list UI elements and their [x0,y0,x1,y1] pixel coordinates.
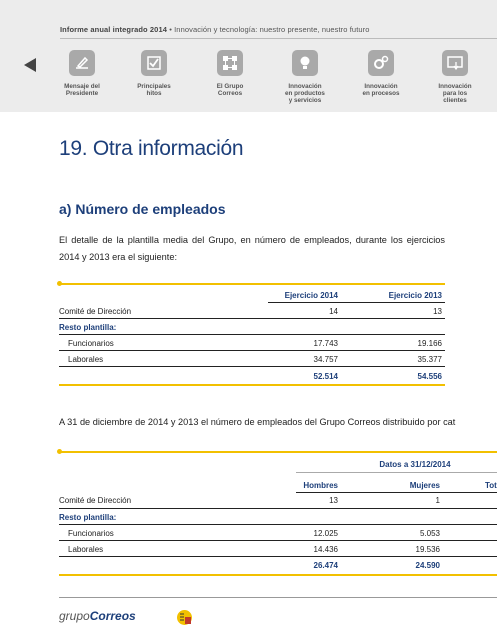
table-row-line [59,366,445,367]
sepi-seal-icon [176,609,193,626]
table-row-label: Resto plantilla: [59,513,117,522]
nav-item-principales-hitos[interactable] [123,50,185,97]
nav-item-innovacion-clientes[interactable] [424,50,486,105]
pen-paper-icon [69,50,95,76]
table-cell: 19.536 [415,545,440,554]
nav-label: Innovación en productos y servicios [285,83,325,105]
table-header-line [268,302,445,303]
table-cell: 14 [329,307,338,316]
table-cell: 14.436 [313,545,338,554]
section-title: 19. Otra información [59,137,244,160]
table-header-line [296,492,497,493]
table-row-label: Funcionarios [68,339,114,348]
subsection-title: a) Número de empleados [59,201,226,217]
table-top-rule [59,451,497,453]
checkbox-icon [141,50,167,76]
table-cell: 35.377 [417,355,442,364]
table-row-line [59,556,497,557]
nav-label: Mensaje del Presidente [64,83,100,98]
report-header [60,25,370,34]
table1-col-2014: Ejercicio 2014 [284,291,338,300]
nav-label: Innovación para los clientes [438,83,472,105]
grupo-correos-logo [59,609,136,623]
table-row-line [59,334,445,335]
report-tagline: Innovación y tecnología: nuestro presente, nuestro futuro [174,25,370,34]
header-separator: • [169,25,172,34]
table-cell: 5.053 [419,529,440,538]
table-row-line [59,318,445,319]
table-row-label: Comité de Dirección [59,496,132,505]
screen-touch-icon [442,50,468,76]
table2-col-mujeres: Mujeres [409,481,440,490]
back-arrow-icon[interactable] [24,58,36,72]
nav-label: Principales hitos [137,83,171,98]
table-row-label: Laborales [68,545,104,554]
table-cell: 13 [329,496,338,505]
table-cell: 1 [435,496,440,505]
nav-item-mensaje-presidente[interactable] [51,50,113,97]
table-cell: 34.757 [313,355,338,364]
table1-total-2013: 54.556 [417,372,442,381]
nav-label: El Grupo Correos [216,83,244,98]
header-divider [60,38,497,39]
table2-col-hombres: Hombres [303,481,338,490]
table2-group-header: Datos a 31/12/2014 [379,460,451,469]
group-header-line [296,472,497,473]
table-row-label: Comité de Dirección [59,307,132,316]
footer-divider [59,597,497,598]
gears-icon [368,50,394,76]
table-row-line [59,540,497,541]
table-top-rule [59,283,445,285]
nav-label: Innovación en procesos [362,83,400,98]
lightbulb-icon [292,50,318,76]
table2-total-mujeres: 24.590 [415,561,440,570]
table1-col-2013: Ejercicio 2013 [388,291,442,300]
nav-item-grupo-correos[interactable] [199,50,261,97]
table2-col-total: Tot [485,481,497,490]
table-cell: 17.743 [313,339,338,348]
table2-total-hombres: 26.474 [313,561,338,570]
table-row-label: Laborales [68,355,104,364]
network-icon [217,50,243,76]
table-row-line [59,350,445,351]
table-cell: 19.166 [417,339,442,348]
logo-prefix: grupo [59,609,90,623]
nav-item-innovacion-productos[interactable] [274,50,336,105]
table-cell: 12.025 [313,529,338,538]
report-title: Informe anual integrado 2014 [60,25,167,34]
table-row-line [59,524,497,525]
second-paragraph: A 31 de diciembre de 2014 y 2013 el número de empleados del Grupo Correos distribuido por cat [59,417,456,427]
table1-total-2014: 52.514 [313,372,338,381]
logo-brand: Correos [89,609,136,623]
table-bottom-rule [59,384,445,386]
nav-item-innovacion-procesos[interactable] [350,50,412,97]
table-row-label: Funcionarios [68,529,114,538]
table-cell: 13 [433,307,442,316]
table-row-line [59,508,497,509]
intro-paragraph: El detalle de la plantilla media del Grupo, en número de empleados, durante los ejercicios 2014 y 2013 era el siguiente: [59,235,445,262]
table-bottom-rule [59,574,497,576]
table-row-label: Resto plantilla: [59,323,117,332]
